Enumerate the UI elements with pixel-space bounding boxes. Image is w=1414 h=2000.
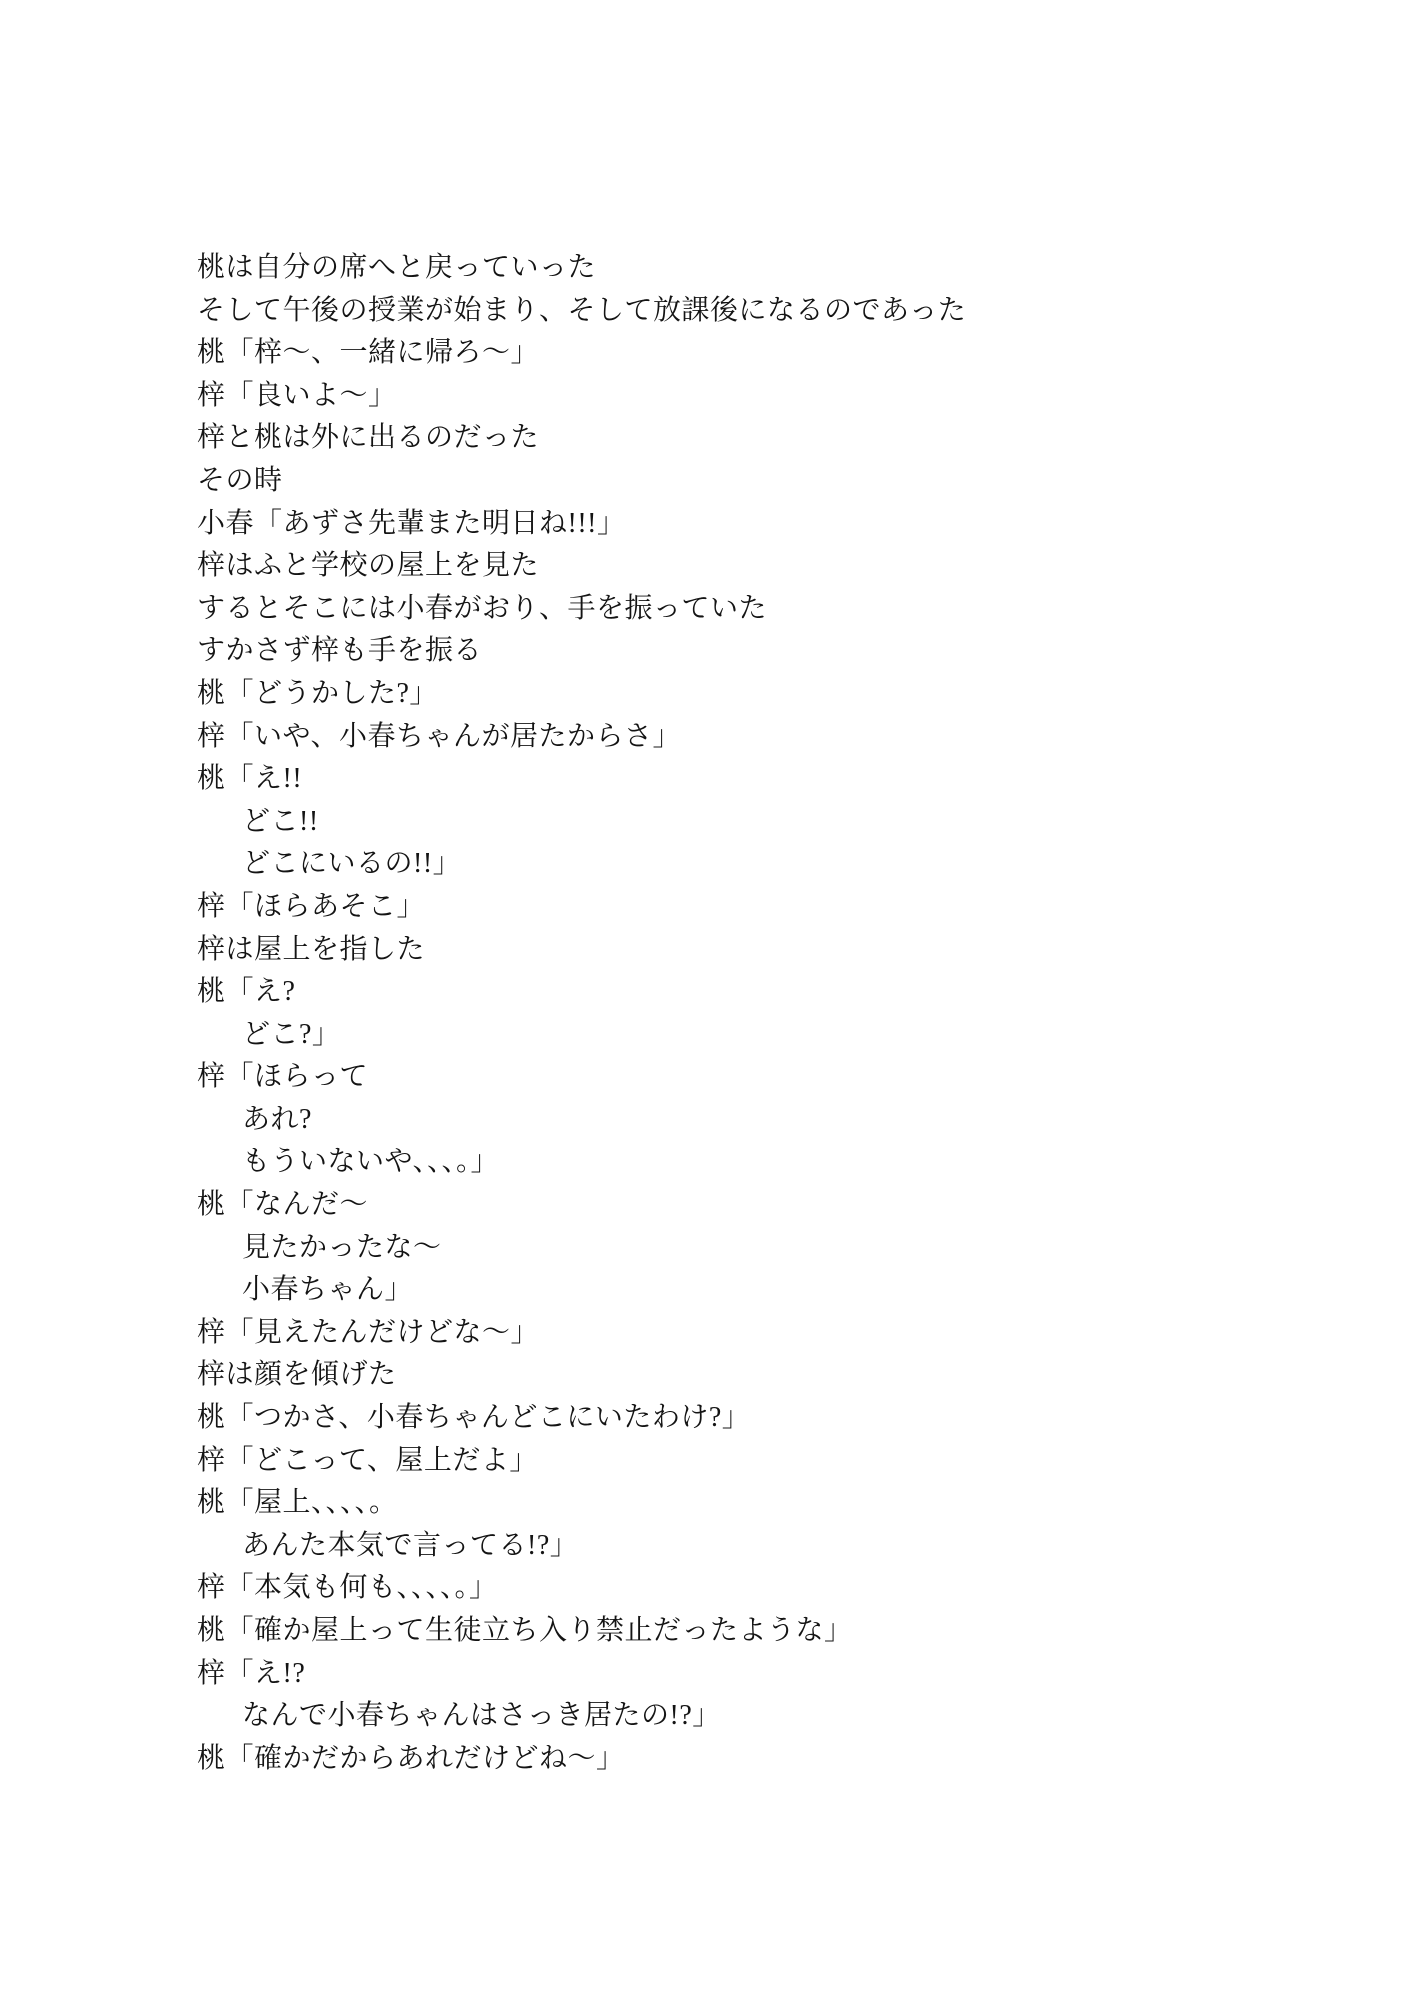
text-line: 桃「なんだ〜 (197, 1189, 369, 1221)
text-line: 見たかったな〜 (242, 1231, 442, 1263)
text-line: 桃「確か屋上って生徒立ち入り禁止だったような」 (197, 1615, 853, 1646)
text-line: どこ?」 (242, 1018, 341, 1050)
text-line: 梓はふと学校の屋上を見た (197, 550, 540, 582)
text-line: 梓「いや、小春ちゃんが居たからさ」 (197, 720, 681, 752)
text-line: 梓「ほらあそこ」 (197, 890, 426, 922)
text-line: 桃「え? (197, 976, 296, 1008)
text-line: すかさず梓も手を振る (197, 635, 483, 667)
text-line: 桃「どうかした?」 (197, 677, 438, 709)
text-line: 小春「あずさ先輩また明日ね!!!」 (197, 507, 626, 539)
text-line: 小春ちゃん」 (242, 1274, 414, 1306)
text-line: 梓「ほらって (197, 1061, 369, 1093)
text-line: もういないや、、、。」 (242, 1146, 499, 1178)
text-line: なんで小春ちゃんはさっき居たの!?」 (242, 1700, 721, 1732)
text-line: どこにいるの!!」 (242, 848, 462, 880)
text-line: どこ!! (242, 805, 319, 837)
text-line: 梓「良いよ〜」 (197, 379, 397, 411)
text-line: 桃「梓〜、一緒に帰ろ〜」 (197, 337, 540, 369)
text-line: その時 (197, 464, 283, 496)
text-line: 梓「え!? (197, 1657, 306, 1689)
text-line: 桃は自分の席へと戻っていった (197, 252, 597, 283)
text-line: 梓「見えたんだけどな〜」 (197, 1316, 540, 1348)
text-line: 桃「確かだからあれだけどね〜」 (197, 1742, 625, 1774)
text-line: そして午後の授業が始まり、そして放課後になるのであった (197, 294, 967, 326)
text-line: あんた本気で言ってる!?」 (242, 1529, 579, 1561)
text-line: 桃「屋上、、、、。 (197, 1487, 398, 1519)
text-line: するとそこには小春がおり、手を振っていた (197, 592, 768, 624)
script-text-block (197, 247, 1357, 1780)
text-line: 梓「本気も何も、、、、。」 (197, 1572, 498, 1604)
text-line: 梓は顔を傾げた (197, 1359, 397, 1391)
text-line: 梓は屋上を指した (197, 933, 426, 965)
text-line: 梓「どこって、屋上だよ」 (197, 1444, 538, 1476)
text-line: 梓と桃は外に出るのだった (197, 422, 540, 454)
text-line: 桃「つかさ、小春ちゃんどこにいたわけ?」 (197, 1402, 751, 1434)
text-line: あれ? (242, 1103, 312, 1135)
text-line: 桃「え!! (197, 763, 303, 795)
